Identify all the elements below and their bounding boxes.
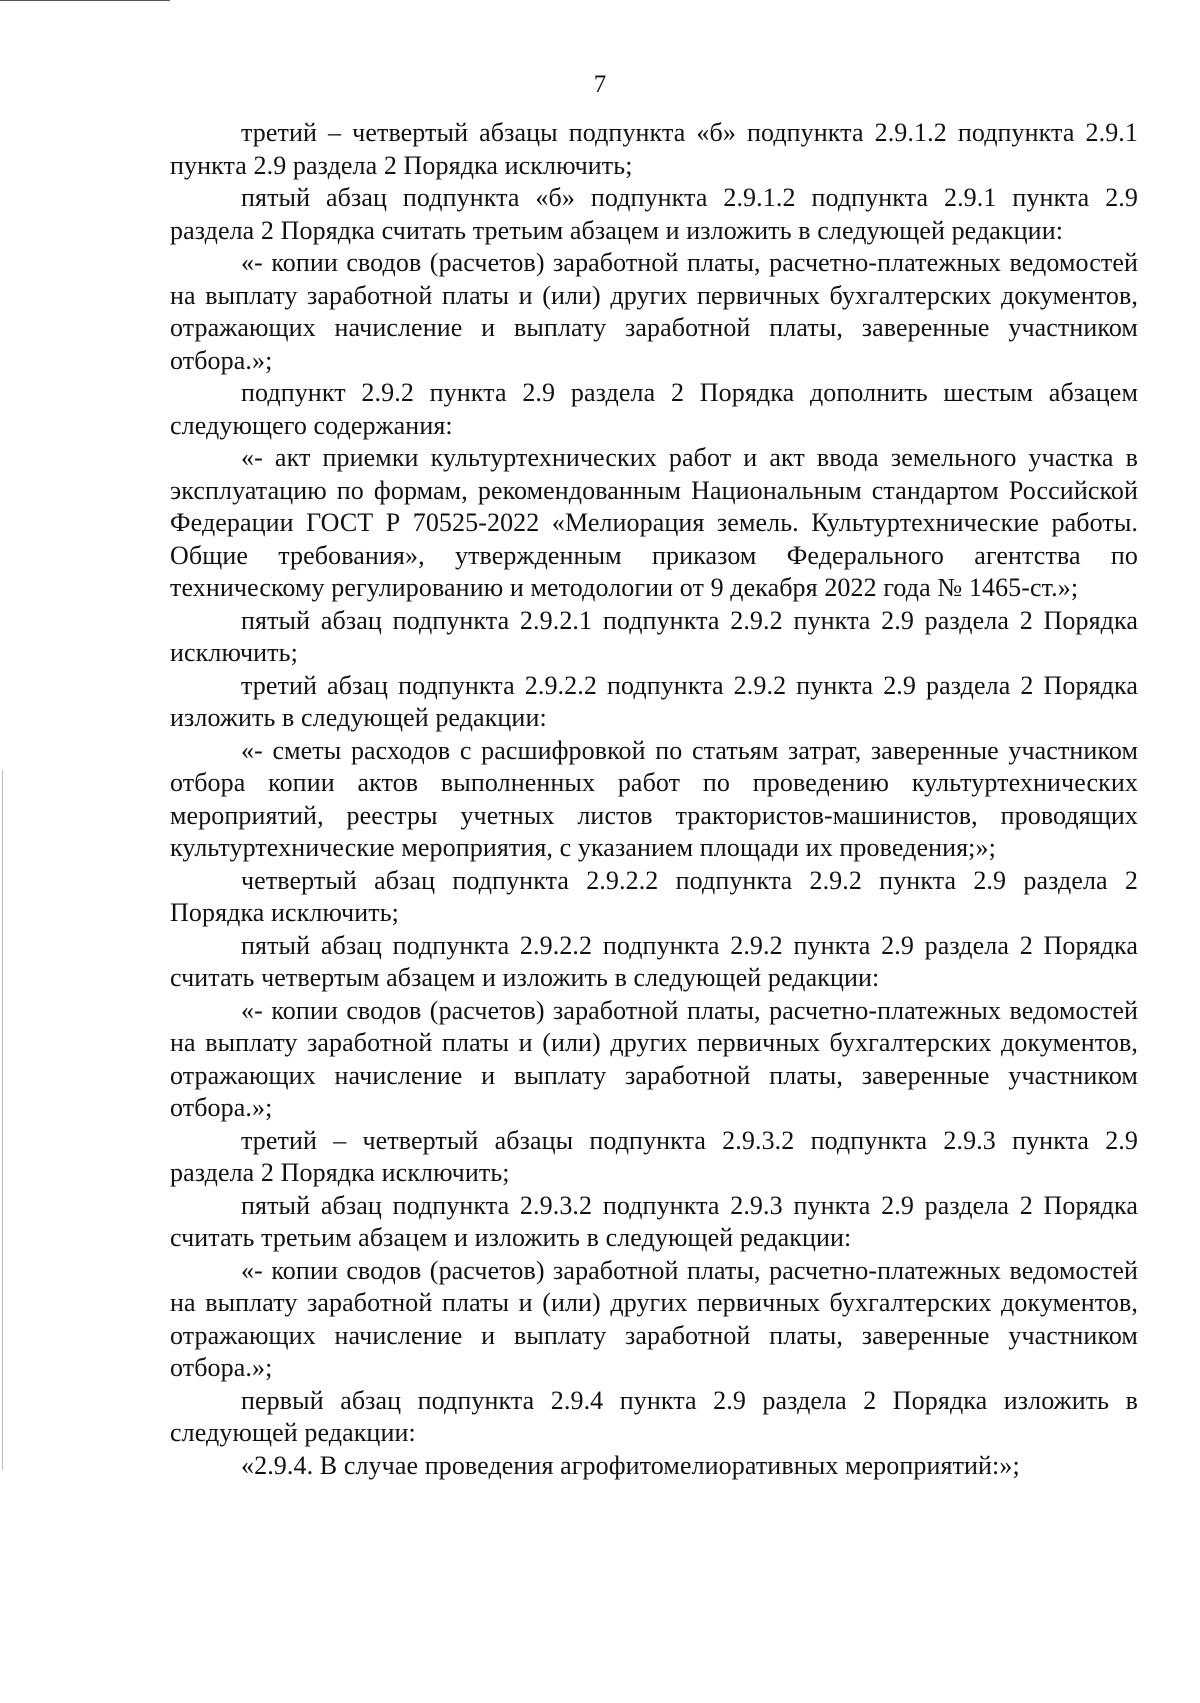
paragraph: пятый абзац подпункта 2.9.2.2 подпункта 2.9.2 пункта 2.9 раздела 2 Порядка считать четвертым абзацем и изложить в следующей редакции:	[170, 930, 1138, 992]
paragraph: третий – четвертый абзацы подпункта «б» подпункта 2.9.1.2 подпункта 2.9.1 пункта 2.9 раздела 2 Порядка исключить;	[170, 118, 1138, 180]
scan-edge-mark	[2, 770, 3, 1470]
quoted-paragraph: «- копии сводов (расчетов) заработной платы, расчетно-платежных ведомостей на выплату заработной платы и (или) других первичных бухгалтерских документов, отражающих начисление и выплату заработной платы, заверенные участником отбора.»;	[170, 1255, 1138, 1382]
quoted-paragraph: «- акт приемки культуртехнических работ и акт ввода земельного участка в эксплуатацию по формам, рекомендованным Национальным стандартом Российской Федерации ГОСТ Р 70525-2022 «Мелиорация земель. Культуртехнические работы. Общие требования», утвержденным приказом Федерального агентства по техническому регулированию и методологии от 9 декабря 2022 года № 1465-ст.»;	[170, 443, 1138, 602]
paragraph: третий – четвертый абзацы подпункта 2.9.3.2 подпункта 2.9.3 пункта 2.9 раздела 2 Порядка исключить;	[170, 1125, 1138, 1187]
paragraph: пятый абзац подпункта «б» подпункта 2.9.1.2 подпункта 2.9.1 пункта 2.9 раздела 2 Порядка считать третьим абзацем и изложить в следующей редакции:	[170, 183, 1138, 245]
paragraph: подпункт 2.9.2 пункта 2.9 раздела 2 Порядка дополнить шестым абзацем следующего содержания:	[170, 378, 1138, 440]
paragraph: первый абзац подпункта 2.9.4 пункта 2.9 раздела 2 Порядка изложить в следующей редакции:	[170, 1385, 1138, 1447]
quoted-paragraph: «- копии сводов (расчетов) заработной платы, расчетно-платежных ведомостей на выплату заработной платы и (или) других первичных бухгалтерских документов, отражающих начисление и выплату заработной платы, заверенные участником отбора.»;	[170, 248, 1138, 375]
page-number: 7	[593, 71, 607, 98]
document-body	[170, 117, 1138, 1482]
quoted-paragraph: «- копии сводов (расчетов) заработной платы, расчетно-платежных ведомостей на выплату заработной платы и (или) других первичных бухгалтерских документов, отражающих начисление и выплату заработной платы, заверенные участником отбора.»;	[170, 995, 1138, 1122]
quoted-paragraph: «- сметы расходов с расшифровкой по статьям затрат, заверенные участником отбора копии актов выполненных работ по проведению культуртехнических мероприятий, реестры учетных листов трактористов-машинистов, проводящих культуртехнические мероприятия, с указанием площади их проведения;»;	[170, 735, 1138, 862]
paragraph: четвертый абзац подпункта 2.9.2.2 подпункта 2.9.2 пункта 2.9 раздела 2 Порядка исключить;	[170, 865, 1138, 927]
paragraph: пятый абзац подпункта 2.9.2.1 подпункта 2.9.2 пункта 2.9 раздела 2 Порядка исключить;	[170, 605, 1138, 667]
quoted-paragraph: «2.9.4. В случае проведения агрофитомелиоративных мероприятий:»;	[241, 1450, 1020, 1480]
paragraph: пятый абзац подпункта 2.9.3.2 подпункта 2.9.3 пункта 2.9 раздела 2 Порядка считать третьим абзацем и изложить в следующей редакции:	[170, 1190, 1138, 1252]
paragraph: третий абзац подпункта 2.9.2.2 подпункта 2.9.2 пункта 2.9 раздела 2 Порядка изложить в следующей редакции:	[170, 670, 1138, 732]
scan-edge-mark	[0, 0, 170, 1]
